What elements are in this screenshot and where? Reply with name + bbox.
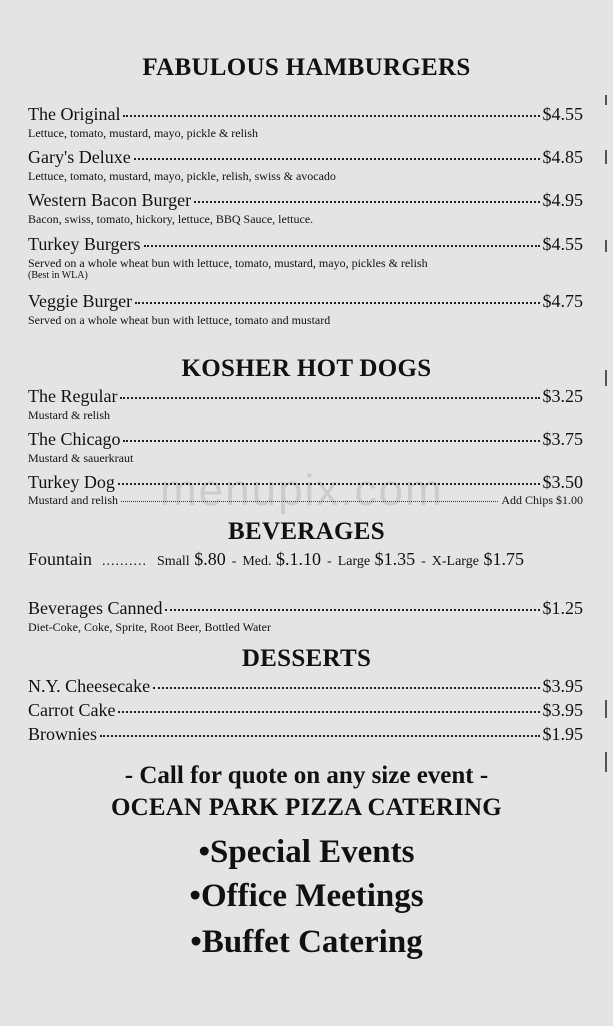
fountain-drinks-row	[28, 549, 583, 570]
leader-dots	[134, 157, 540, 160]
menu-item	[28, 429, 583, 465]
size-large-price: $1.35	[374, 549, 416, 569]
leader-dots	[118, 482, 540, 485]
item-price: $3.75	[542, 429, 583, 449]
menu-item	[28, 190, 583, 226]
menu-item	[28, 700, 583, 721]
item-description: Lettuce, tomato, mustard, mayo, pickle & relish	[28, 126, 258, 140]
menu-item	[28, 234, 583, 281]
size-small-label: Small	[157, 554, 190, 569]
item-description: Served on a whole wheat bun with lettuce, tomato and mustard	[28, 313, 331, 327]
item-name: The Chicago	[28, 429, 121, 449]
separator: -	[231, 554, 237, 569]
scan-mark	[605, 95, 607, 105]
menu-item	[28, 598, 583, 634]
desserts-title: DESSERTS	[241, 645, 372, 672]
item-price: $4.95	[542, 190, 583, 210]
leader-dots	[135, 301, 539, 304]
item-price: $4.55	[542, 234, 583, 254]
scan-mark	[605, 240, 607, 252]
item-name: Turkey Burgers	[28, 234, 141, 254]
item-note: (Best in WLA)	[28, 270, 88, 281]
item-description: Bacon, swiss, tomato, hickory, lettuce, BBQ Sauce, lettuce.	[28, 212, 314, 226]
leader-dots	[121, 500, 498, 502]
catering-call-text: - Call for quote on any size event -	[124, 762, 489, 789]
item-price: $3.25	[542, 386, 583, 406]
item-description: Mustard & relish	[28, 408, 110, 422]
item-name: Fountain	[28, 549, 93, 569]
item-price: $4.55	[542, 104, 583, 124]
leader-dots	[194, 200, 539, 203]
beverages-title: BEVERAGES	[228, 518, 385, 545]
item-description: Served on a whole wheat bun with lettuce, tomato, mustard, mayo, pickles & relish	[28, 256, 428, 270]
menu-item	[28, 147, 583, 183]
size-xlarge-price: $1.75	[483, 549, 524, 569]
scan-mark	[605, 150, 607, 164]
leader-dots	[153, 686, 539, 689]
item-name: N.Y. Cheesecake	[28, 676, 151, 696]
size-xlarge-label: X-Large	[431, 554, 479, 569]
item-price: $3.95	[542, 700, 583, 720]
item-name: The Original	[28, 104, 121, 124]
leader-dots	[120, 396, 539, 399]
item-price: $1.95	[542, 724, 583, 744]
leader-dots	[118, 710, 539, 713]
watermark: menupix.com	[160, 466, 444, 515]
catering-bullet: •Office Meetings	[189, 878, 424, 914]
item-price: $1.25	[542, 598, 583, 618]
item-price: $4.85	[542, 147, 583, 167]
size-med-label: Med.	[242, 554, 272, 569]
item-description: Mustard and relish	[28, 493, 118, 507]
scan-mark	[605, 370, 607, 386]
leader-dots	[144, 244, 540, 247]
scan-mark	[605, 700, 607, 718]
catering-bullet: •Buffet Catering	[190, 924, 423, 960]
catering-title: OCEAN PARK PIZZA CATERING	[111, 794, 502, 821]
item-name: Carrot Cake	[28, 700, 116, 720]
leader-dots	[123, 114, 539, 117]
add-chips-price: Add Chips $1.00	[501, 493, 583, 507]
item-name: Beverages Canned	[28, 598, 163, 618]
menu-item	[28, 676, 583, 697]
menu-item	[28, 104, 583, 140]
menu-item	[28, 386, 583, 422]
size-small-price: $.80	[194, 549, 226, 569]
item-name: Gary's Deluxe	[28, 147, 131, 167]
item-name: The Regular	[28, 386, 118, 406]
hamburgers-title: FABULOUS HAMBURGERS	[142, 54, 471, 81]
leader-dots	[123, 439, 539, 442]
catering-bullet: •Special Events	[198, 834, 415, 870]
separator: -	[327, 554, 332, 569]
size-med-price: $.1.10	[276, 549, 322, 569]
item-name: Western Bacon Burger	[28, 190, 192, 210]
item-description: Diet-Coke, Coke, Sprite, Root Beer, Bottled Water	[28, 620, 271, 634]
item-name: Veggie Burger	[28, 291, 133, 311]
separator: -	[421, 554, 426, 569]
item-name: Brownies	[28, 724, 97, 744]
item-price: $4.75	[542, 291, 583, 311]
menu-item	[28, 291, 583, 327]
leader-dots: ..........	[102, 554, 148, 569]
menu-item	[28, 472, 583, 508]
scan-mark	[605, 752, 607, 772]
hotdogs-title: KOSHER HOT DOGS	[181, 355, 432, 382]
menu-item	[28, 724, 583, 745]
item-description: Mustard & sauerkraut	[28, 451, 134, 465]
leader-dots	[100, 734, 540, 737]
item-price: $3.50	[542, 472, 583, 492]
leader-dots	[165, 608, 539, 611]
item-price: $3.95	[542, 676, 583, 696]
item-name: Turkey Dog	[28, 472, 115, 492]
size-large-label: Large	[337, 554, 371, 569]
item-description: Lettuce, tomato, mustard, mayo, pickle, relish, swiss & avocado	[28, 169, 336, 183]
